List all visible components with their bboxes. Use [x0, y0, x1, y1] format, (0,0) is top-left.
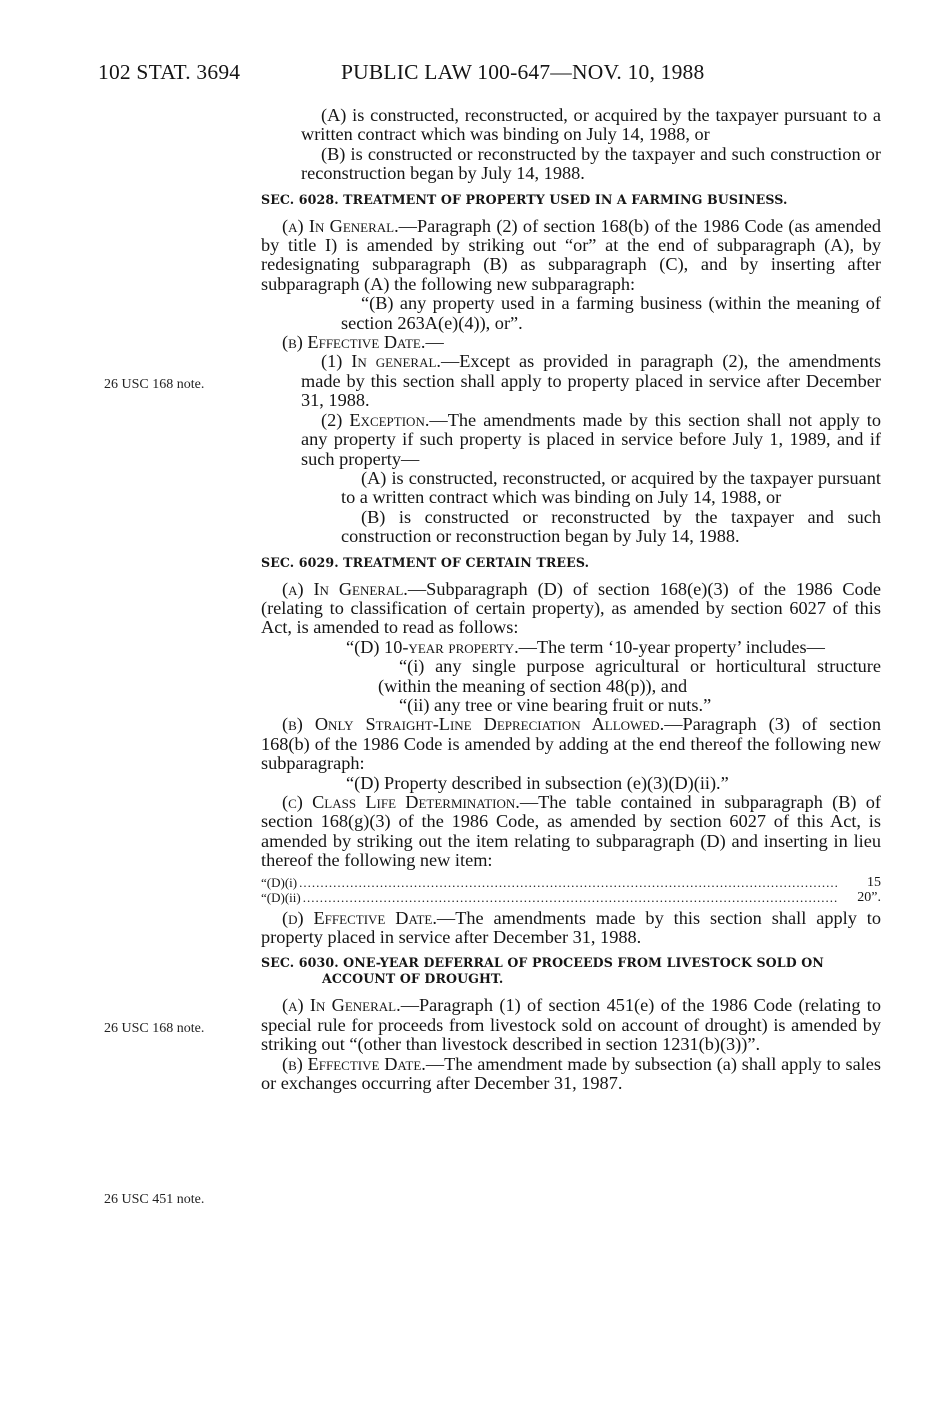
s6029-c-label: (c) Class Life Determination.	[282, 792, 520, 812]
s6029-c-text: —The table contained in subparagraph (B) of section 168(g)(3) of the 1986 Code, as amended by section 6027 of this Act, is amended by striking out the item relating to subparagraph (D) and inserting in lieu thereof the following new item:	[261, 792, 881, 871]
s6029-a	[261, 580, 881, 638]
s6029-a-i: “(i) any single purpose agricultural or horticultural structure (within the meaning of section 48(p)), and	[378, 656, 881, 696]
s6030-a	[261, 996, 881, 1054]
s6029-b-text: —Paragraph (3) of section 168(b) of the 1986 Code is amended by adding at the end thereof the following new subparagraph:	[261, 714, 881, 774]
table-row	[261, 890, 881, 905]
s6028-b1-label: (1) In general.	[321, 351, 441, 372]
section-6028-heading: SEC. 6028. TREATMENT OF PROPERTY USED IN A FARMING BUSINESS.	[261, 191, 788, 207]
s6029-a-ii: “(ii) any tree or vine bearing fruit or nuts.”	[399, 694, 712, 715]
s6028-b2	[301, 411, 881, 469]
table-row-value: 20”.	[857, 889, 881, 905]
leader-dots	[303, 890, 839, 905]
s6028-b	[261, 333, 881, 352]
table-row-label: “(D)(i)	[261, 874, 298, 890]
s6028-a-quote: “(B) any property used in a farming business (within the meaning of section 263A(e)(4)), or”.	[341, 293, 881, 333]
s6029-b-label: (b) Only Straight-Line Depreciation Allowed.	[282, 714, 665, 735]
s6029-a-D-text: —The term ‘10-year property’ includes—	[518, 636, 825, 657]
s6028-b2-label: (2) Exception.	[321, 409, 430, 430]
paragraph-top-a: (A) is constructed, reconstructed, or acquired by the taxpayer pursuant to a written contract which was binding on July 14, 1988, or	[301, 105, 881, 145]
s6029-d	[261, 909, 881, 948]
s6030-b-label: (b) Effective Date.	[282, 1053, 426, 1074]
s6028-b1-text: —Except as provided in paragraph (2), the amendments made by this section shall apply to property placed in service after December 31, 1988.	[301, 351, 881, 411]
s6028-b2-text: —The amendments made by this section shall not apply to any property if such property is placed in service before July 1, 1989, and if such property—	[301, 409, 881, 469]
section-6029-heading: SEC. 6029. TREATMENT OF CERTAIN TREES.	[261, 554, 590, 570]
s6030-a-text: —Paragraph (1) of section 451(e) of the 1986 Code (relating to special rule for proceeds from livestock sold on account of drought) is amended by striking out “(other than livestock described in section 1231(b)(3))”.	[261, 995, 881, 1055]
s6029-b	[261, 715, 881, 773]
table-row	[261, 875, 881, 890]
s6029-b-quote: “(D) Property described in subsection (e)(3)(D)(ii).”	[346, 772, 729, 793]
s6029-c	[261, 793, 881, 871]
s6029-a-label: (a) In General.	[282, 578, 408, 599]
s6028-b2-A: (A) is constructed, reconstructed, or acquired by the taxpayer pursuant to a written contract which was binding on July 14, 1988, or	[341, 467, 881, 508]
public-law-title: PUBLIC LAW 100-647—NOV. 10, 1988	[341, 60, 705, 84]
s6028-a-label: (a) In General.	[282, 215, 399, 236]
page-header	[98, 60, 888, 90]
s6029-a-text: —Subparagraph (D) of section 168(e)(3) of the 1986 Code (relating to classification of certain property), as amended by section 6027 of this Act, is amended to read as follows:	[261, 578, 881, 638]
stat-page-number: 102 STAT. 3694	[98, 60, 241, 84]
s6028-b1	[301, 352, 881, 410]
s6030-b	[261, 1055, 881, 1094]
margin-note-2: 26 USC 168 note.	[104, 1021, 205, 1036]
margin-note-1: 26 USC 168 note.	[104, 377, 205, 392]
s6030-b-text: —The amendment made by subsection (a) shall apply to sales or exchanges occurring after December 31, 1987.	[261, 1053, 881, 1094]
s6028-b-dash: —	[425, 332, 444, 353]
s6029-a-D	[326, 638, 881, 657]
s6029-a-D-label: “(D) 10-year property.	[346, 636, 519, 657]
s6028-b-label: (b) Effective Date.	[282, 332, 426, 353]
s6030-a-label: (a) In General.	[282, 995, 401, 1016]
s6028-a-text: —Paragraph (2) of section 168(b) of the 1986 Code (as amended by title I) is amended by striking out “or” at the end of subparagraph (A), by redesignating subparagraph (B) as subparagraph (C), and by inserting after subparagraph (A) the following new subparagraph:	[261, 215, 881, 294]
paragraph-top-b: (B) is constructed or reconstructed by the taxpayer and such construction or reconstruction began by July 14, 1988.	[301, 143, 881, 184]
leader-dots	[299, 875, 839, 890]
table-row-label: “(D)(ii)	[261, 889, 301, 905]
document-body	[261, 106, 881, 1093]
s6028-b2-B: (B) is constructed or reconstructed by the taxpayer and such construction or reconstruction began by July 14, 1988.	[341, 506, 881, 547]
s6029-d-label: (d) Effective Date.	[282, 907, 437, 928]
section-6030-heading: SEC. 6030. ONE-YEAR DEFERRAL OF PROCEEDS FROM LIVESTOCK SOLD ON ACCOUNT OF DROUGHT.	[261, 955, 824, 987]
s6029-d-text: —The amendments made by this section shall apply to property placed in service after December 31, 1988.	[261, 907, 881, 948]
margin-note-3: 26 USC 451 note.	[104, 1192, 205, 1207]
s6028-a	[261, 217, 881, 295]
table-row-value: 15	[867, 874, 881, 890]
